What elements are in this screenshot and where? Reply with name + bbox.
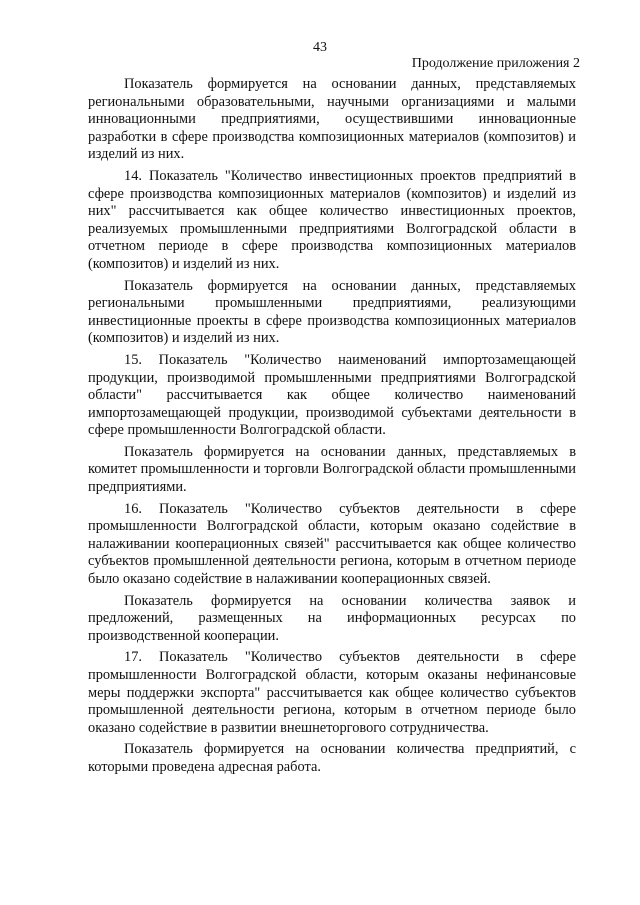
document-body bbox=[88, 76, 576, 781]
page-number: 43 bbox=[313, 40, 327, 55]
paragraph-indicator-16: 16. Показатель "Количество субъектов деятельности в сфере промышленности Волгоградской области, которым оказано содействие в налаживании кооперационных связей" рассчитывается как общее количество субъектов промышленной деятельности региона, которым в отчетном периоде было оказано содействие в налаживании кооперационных связей. bbox=[88, 500, 576, 588]
paragraph-indicator-source-16: Показатель формируется на основании количества заявок и предложений, размещенных на информационных ресурсах по производственной кооперации. bbox=[88, 592, 576, 644]
paragraph-indicator-source-13: Показатель формируется на основании данных, представляемых региональными образовательными, научными организациями и малыми инновационными предприятиями, осуществившими инновационные разработки в сфере производства композиционных материалов (композитов) и изделий из них. bbox=[88, 76, 576, 163]
paragraph-indicator-14: 14. Показатель "Количество инвестиционных проектов предприятий в сфере производства композиционных материалов (композитов) и изделий из них" рассчитывается как общее количество инвестиционных проектов, реализуемых промышленными предприятиями Волгоградской области в отчетном периоде в сфере производства композиционных материалов (композитов) и изделий из них. bbox=[88, 167, 576, 272]
paragraph-indicator-17: 17. Показатель "Количество субъектов деятельности в сфере промышленности Волгоградской области, которым оказаны нефинансовые меры поддержки экспорта" рассчитывается как общее количество субъектов промышленной деятельности региона, которым в отчетном периоде было оказано содействие в развитии внешнеторгового сотрудничества. bbox=[88, 649, 576, 736]
paragraph-indicator-source-14: Показатель формируется на основании данных, представляемых региональными промышленными предприятиями, реализующими инвестиционные проекты в сфере производства композиционных материалов (композитов) и изделий из них. bbox=[88, 277, 576, 347]
appendix-continuation-note: Продолжение приложения 2 bbox=[411, 56, 580, 71]
paragraph-indicator-15: 15. Показатель "Количество наименований импортозамещающей продукции, производимой промышленными предприятиями Волгоградской области" рассчитывается как общее количество наименований импортозамещающей продукции, производимой субъектами деятельности в сфере промышленности Волгоградской области. bbox=[88, 351, 576, 439]
paragraph-indicator-source-17: Показатель формируется на основании количества предприятий, с которыми проведена адресная работа. bbox=[88, 741, 576, 775]
paragraph-indicator-source-15: Показатель формируется на основании данных, представляемых в комитет промышленности и торговли Волгоградской области промышленными предприятиями. bbox=[88, 443, 576, 496]
